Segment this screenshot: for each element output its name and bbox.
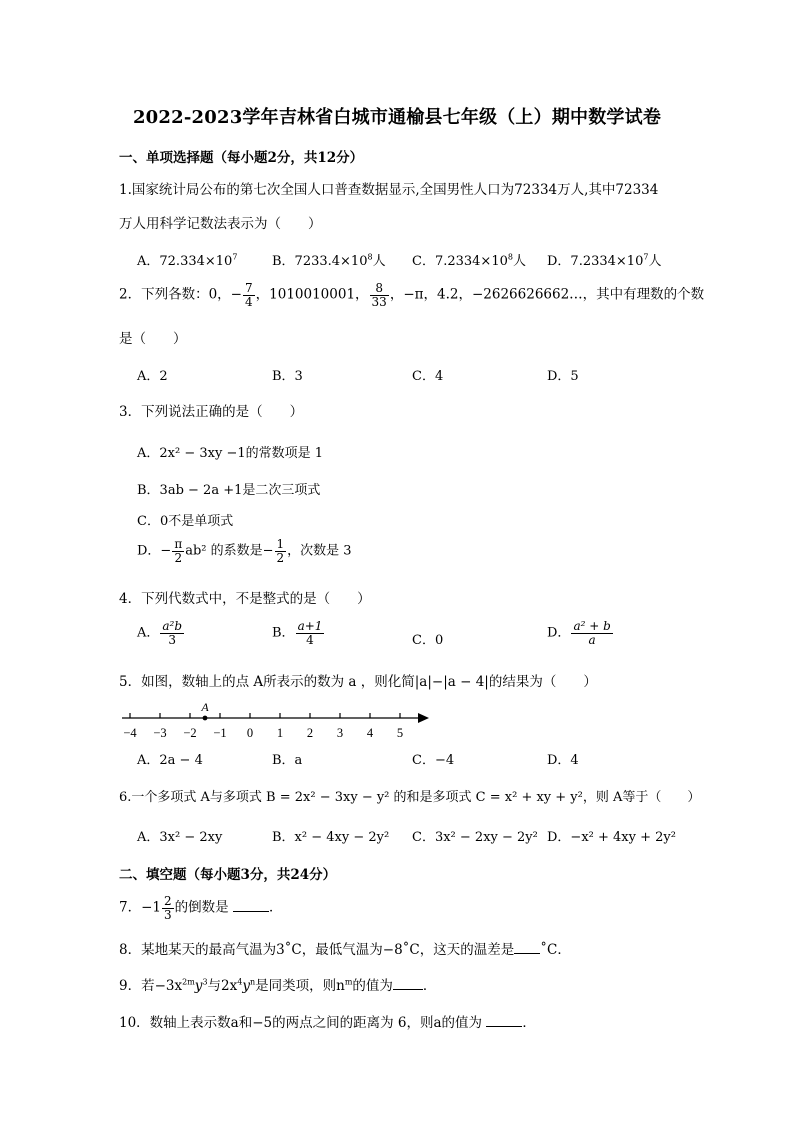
q1-option-a-text: A．72.334×10 — [137, 254, 233, 269]
number-line-tick-label: 3 — [336, 726, 344, 740]
q10-answer-blank[interactable] — [486, 1014, 522, 1027]
question-2-line-1 — [119, 282, 704, 308]
q9-exp-3: 4 — [237, 977, 243, 987]
q9-tail: 的值为 — [352, 978, 393, 994]
q3-option-b: B．3ab − 2a +1是二次三项式 — [137, 483, 321, 498]
q4-b-fraction — [296, 620, 325, 646]
q3-d-fraction-2-num: 1 — [276, 537, 285, 551]
q10-end: ． — [522, 1015, 536, 1031]
q5-option-a: A．2a − 4 — [137, 753, 203, 768]
q4-d-num: a² + b — [573, 619, 611, 633]
q9-mid-3: y — [242, 978, 250, 994]
q3-option-c: C．0不是单项式 — [137, 514, 234, 529]
q4-a-den: 3 — [168, 632, 177, 647]
q4-d-den: a — [588, 632, 596, 647]
number-line-tick-label: 2 — [306, 726, 314, 740]
q2-option-c: C．4 — [412, 369, 444, 384]
q3-option-a: A．2x² − 3xy −1的常数项是 1 — [137, 446, 324, 461]
q9-answer-blank[interactable] — [393, 977, 423, 990]
q5-option-d: D．4 — [547, 753, 579, 768]
q2-fraction-2-num: 8 — [370, 282, 389, 296]
q4-d-label: D． — [547, 625, 571, 641]
q1-option-a — [137, 250, 237, 269]
q8-end: ˚C． — [540, 942, 571, 958]
section-heading-2: 二、填空题（每小题3分，共24分） — [119, 867, 337, 883]
q5-option-c: C．−4 — [412, 753, 455, 768]
q9-exp-4: n — [249, 977, 256, 987]
q9-exp-5: m — [344, 977, 353, 987]
question-9 — [119, 974, 436, 994]
q2-option-d: D．5 — [547, 369, 579, 384]
q3-d-mid: ab² 的系数是− — [185, 543, 274, 559]
q9-mid-2: 与2x — [207, 978, 238, 994]
number-line-tick-label: −1 — [213, 726, 227, 740]
question-1-line-2: 万人用科学记数法表示为（ ） — [119, 216, 322, 232]
q7-fraction-den: 3 — [164, 907, 172, 922]
q6-option-b: B．x² − 4xy − 2y² — [272, 830, 390, 845]
q9-end: ． — [422, 978, 437, 994]
q10-lead: 10．数轴上表示数a和−5的两点之间的距离为 6，则a的值为 — [119, 1015, 483, 1031]
q2-mid: ，1010010001， — [255, 286, 369, 303]
q2-fraction-1 — [243, 282, 255, 308]
q6-option-c: C．3x² − 2xy − 2y² — [412, 830, 538, 845]
q2-option-a: A．2 — [137, 369, 168, 384]
q9-lead: 9．若−3x — [119, 978, 183, 994]
q4-option-c: C．0 — [412, 633, 444, 648]
point-a-marker — [203, 716, 208, 721]
q2-lead: 2．下列各数：0，− — [119, 286, 242, 303]
question-5-stem: 5．如图，数轴上的点 A所表示的数为 a ，则化简|a|−|a − 4|的结果为（ ） — [119, 674, 597, 690]
q3-d-fraction-2 — [275, 538, 287, 564]
q4-option-d — [547, 620, 614, 646]
q1-option-b-text: B．7233.4×10 — [272, 254, 368, 269]
q1-option-c-text: C．7.2334×10 — [412, 254, 508, 269]
q2-fraction-2-den: 33 — [371, 294, 387, 309]
q7-answer-blank[interactable] — [233, 899, 269, 912]
q7-fraction — [162, 895, 174, 921]
q2-fraction-2 — [370, 282, 389, 308]
q9-exp-1: 2m — [182, 977, 195, 987]
q7-lead: 7．−1 — [119, 899, 161, 916]
q1-option-d-exp: 7 — [643, 252, 649, 262]
q9-mid-4: 是同类项，则n — [255, 978, 345, 994]
number-line-ticks — [123, 713, 403, 740]
question-1-line-1: 1.国家统计局公布的第七次全国人口普查数据显示,全国男性人口为72334万人,其中72334 — [119, 182, 659, 198]
point-a-label: A — [201, 700, 209, 714]
q1-option-c-unit: 人 — [512, 254, 526, 269]
q4-b-den: 4 — [306, 632, 314, 647]
q7-tail: 的倒数是 — [174, 899, 229, 916]
question-2-line-2: 是（ ） — [119, 331, 187, 347]
q3-d-tail: ，次数是 3 — [287, 543, 352, 559]
q2-tail: ，−π，4.2，−2626626662…，其中有理数的个数 — [389, 286, 705, 303]
q3-d-lead: D．− — [137, 543, 172, 559]
number-line-figure — [118, 698, 438, 748]
q4-a-label: A． — [137, 625, 160, 641]
q1-option-c-exp: 8 — [507, 252, 513, 262]
page-title: 2022-2023学年吉林省白城市通榆县七年级（上）期中数学试卷 — [132, 107, 662, 128]
q6-option-d: D．−x² + 4xy + 2y² — [547, 830, 676, 845]
number-line-tick-label: 4 — [366, 726, 374, 740]
q2-fraction-1-num: 7 — [245, 281, 253, 295]
number-line-arrow-icon — [418, 713, 429, 723]
number-line-tick-label: 0 — [246, 726, 254, 740]
q1-option-b-exp: 8 — [367, 252, 373, 262]
question-3-stem: 3．下列说法正确的是（ ） — [119, 404, 304, 420]
q9-mid-1: y — [194, 978, 203, 994]
q3-d-fraction-1-num: π — [174, 537, 183, 551]
q7-end: ． — [268, 899, 283, 916]
q3-option-d — [137, 538, 352, 564]
q4-b-num: a+1 — [297, 619, 323, 633]
q4-a-num: a²b — [162, 619, 183, 633]
q1-option-d-unit: 人 — [648, 254, 662, 269]
q1-option-c — [412, 250, 526, 269]
q1-option-a-exp: 7 — [232, 252, 238, 262]
q4-d-fraction — [571, 620, 612, 646]
q1-option-d-text: D．7.2334×10 — [547, 254, 644, 269]
q3-d-fraction-2-den: 2 — [276, 550, 285, 565]
number-line-tick-label: −3 — [153, 726, 167, 740]
number-line-tick-label: −2 — [183, 726, 197, 740]
q4-b-label: B． — [272, 625, 295, 641]
question-8 — [119, 938, 571, 958]
q4-option-a — [137, 620, 185, 646]
question-10 — [119, 1011, 536, 1031]
q8-lead: 8．某地某天的最高气温为3˚C，最低气温为−8˚C，这天的温差是 — [119, 942, 515, 958]
q3-d-fraction-1-den: 2 — [174, 550, 183, 565]
q5-option-b: B．a — [272, 753, 303, 768]
q7-fraction-num: 2 — [164, 894, 172, 908]
q9-exp-2: 3 — [202, 977, 208, 987]
question-4-stem: 4．下列代数式中，不是整式的是（ ） — [119, 591, 371, 607]
section-heading-1: 一、单项选择题（每小题2分，共12分） — [119, 150, 364, 166]
q4-a-fraction — [160, 620, 184, 646]
q8-answer-blank[interactable] — [514, 941, 540, 954]
q1-option-b-unit: 人 — [372, 254, 386, 269]
question-7 — [119, 895, 282, 921]
number-line-tick-label: 1 — [276, 726, 284, 740]
number-line-tick-label: −4 — [123, 726, 137, 740]
q6-option-a: A．3x² − 2xy — [137, 830, 223, 845]
q1-option-d — [547, 250, 661, 269]
q1-option-b — [272, 250, 386, 269]
question-6-stem: 6.一个多项式 A与多项式 B = 2x² − 3xy − y² 的和是多项式 C = x² + xy + y²，则 A等于（ ） — [119, 790, 701, 805]
q2-fraction-1-den: 4 — [245, 294, 253, 309]
q2-option-b: B．3 — [272, 369, 303, 384]
q4-option-b — [272, 620, 325, 646]
q3-d-fraction-1 — [172, 538, 184, 564]
number-line-tick-label: 5 — [396, 726, 404, 740]
